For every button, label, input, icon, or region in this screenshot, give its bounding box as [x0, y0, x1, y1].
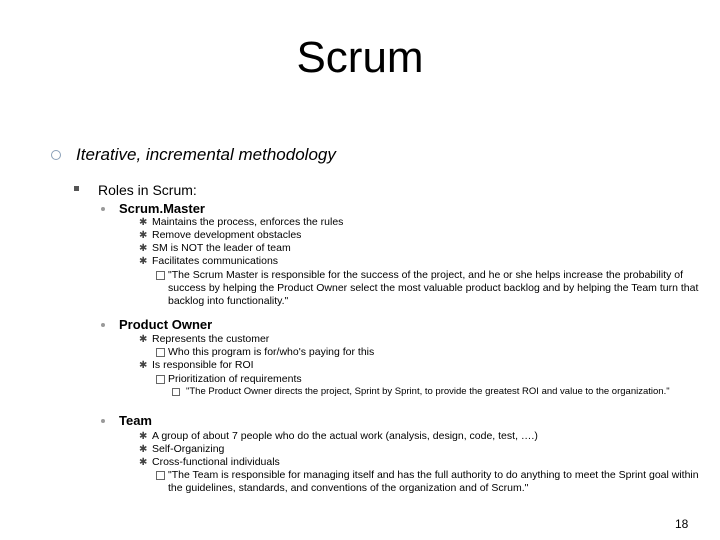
scrum-master-quote: "The Scrum Master is responsible for the success of the project, and he or she helps increase the probability of success by helping the Product Owner select the most valuable product backlog and by helping the Team turn that backlog into functionality."	[168, 269, 699, 307]
list-item: Self-Organizing	[152, 443, 225, 455]
box-bullet-icon	[156, 348, 165, 357]
asterisk-bullet-icon: ✱	[139, 256, 148, 267]
team-quote: "The Team is responsible for managing itself and has the full authority to do anything to meet the Sprint goal within the guidelines, standards, and conventions of the organization and of Scrum."	[168, 469, 699, 494]
page-number: 18	[675, 517, 689, 531]
box-bullet-icon	[172, 388, 180, 396]
product-owner-quote: "The Product Owner directs the project, Sprint by Sprint, to provide the greatest ROI and value to the organization."	[186, 386, 670, 397]
list-item: Cross-functional individuals	[152, 456, 280, 468]
square-bullet-icon	[74, 186, 79, 191]
role-scrum-master: Scrum.Master	[119, 201, 205, 216]
circle-bullet-icon	[51, 150, 61, 160]
list-item: Prioritization of requirements	[168, 373, 302, 385]
dot-bullet-icon	[101, 323, 105, 327]
role-product-owner: Product Owner	[119, 317, 213, 332]
list-item: Remove development obstacles	[152, 229, 302, 241]
list-item: Who this program is for/who's paying for this	[168, 346, 375, 358]
list-item: A group of about 7 people who do the actual work (analysis, design, code, test, ….)	[152, 430, 538, 442]
asterisk-bullet-icon: ✱	[139, 217, 148, 228]
asterisk-bullet-icon: ✱	[139, 243, 148, 254]
asterisk-bullet-icon: ✱	[139, 457, 148, 468]
list-item: Is responsible for ROI	[152, 359, 254, 371]
box-bullet-icon	[156, 271, 165, 280]
dot-bullet-icon	[101, 207, 105, 211]
box-bullet-icon	[156, 471, 165, 480]
dot-bullet-icon	[101, 419, 105, 423]
asterisk-bullet-icon: ✱	[139, 444, 148, 455]
roles-label: Roles in Scrum:	[98, 182, 197, 198]
list-item: Maintains the process, enforces the rules	[152, 216, 344, 228]
list-item: Represents the customer	[152, 333, 270, 345]
asterisk-bullet-icon: ✱	[139, 334, 148, 345]
slide-title: Scrum	[296, 33, 424, 82]
list-item: SM is NOT the leader of team	[152, 242, 291, 254]
main-heading: Iterative, incremental methodology	[76, 145, 336, 164]
box-bullet-icon	[156, 375, 165, 384]
asterisk-bullet-icon: ✱	[139, 360, 148, 371]
role-team: Team	[119, 413, 152, 428]
asterisk-bullet-icon: ✱	[139, 431, 148, 442]
list-item: Facilitates communications	[152, 255, 279, 267]
asterisk-bullet-icon: ✱	[139, 230, 148, 241]
